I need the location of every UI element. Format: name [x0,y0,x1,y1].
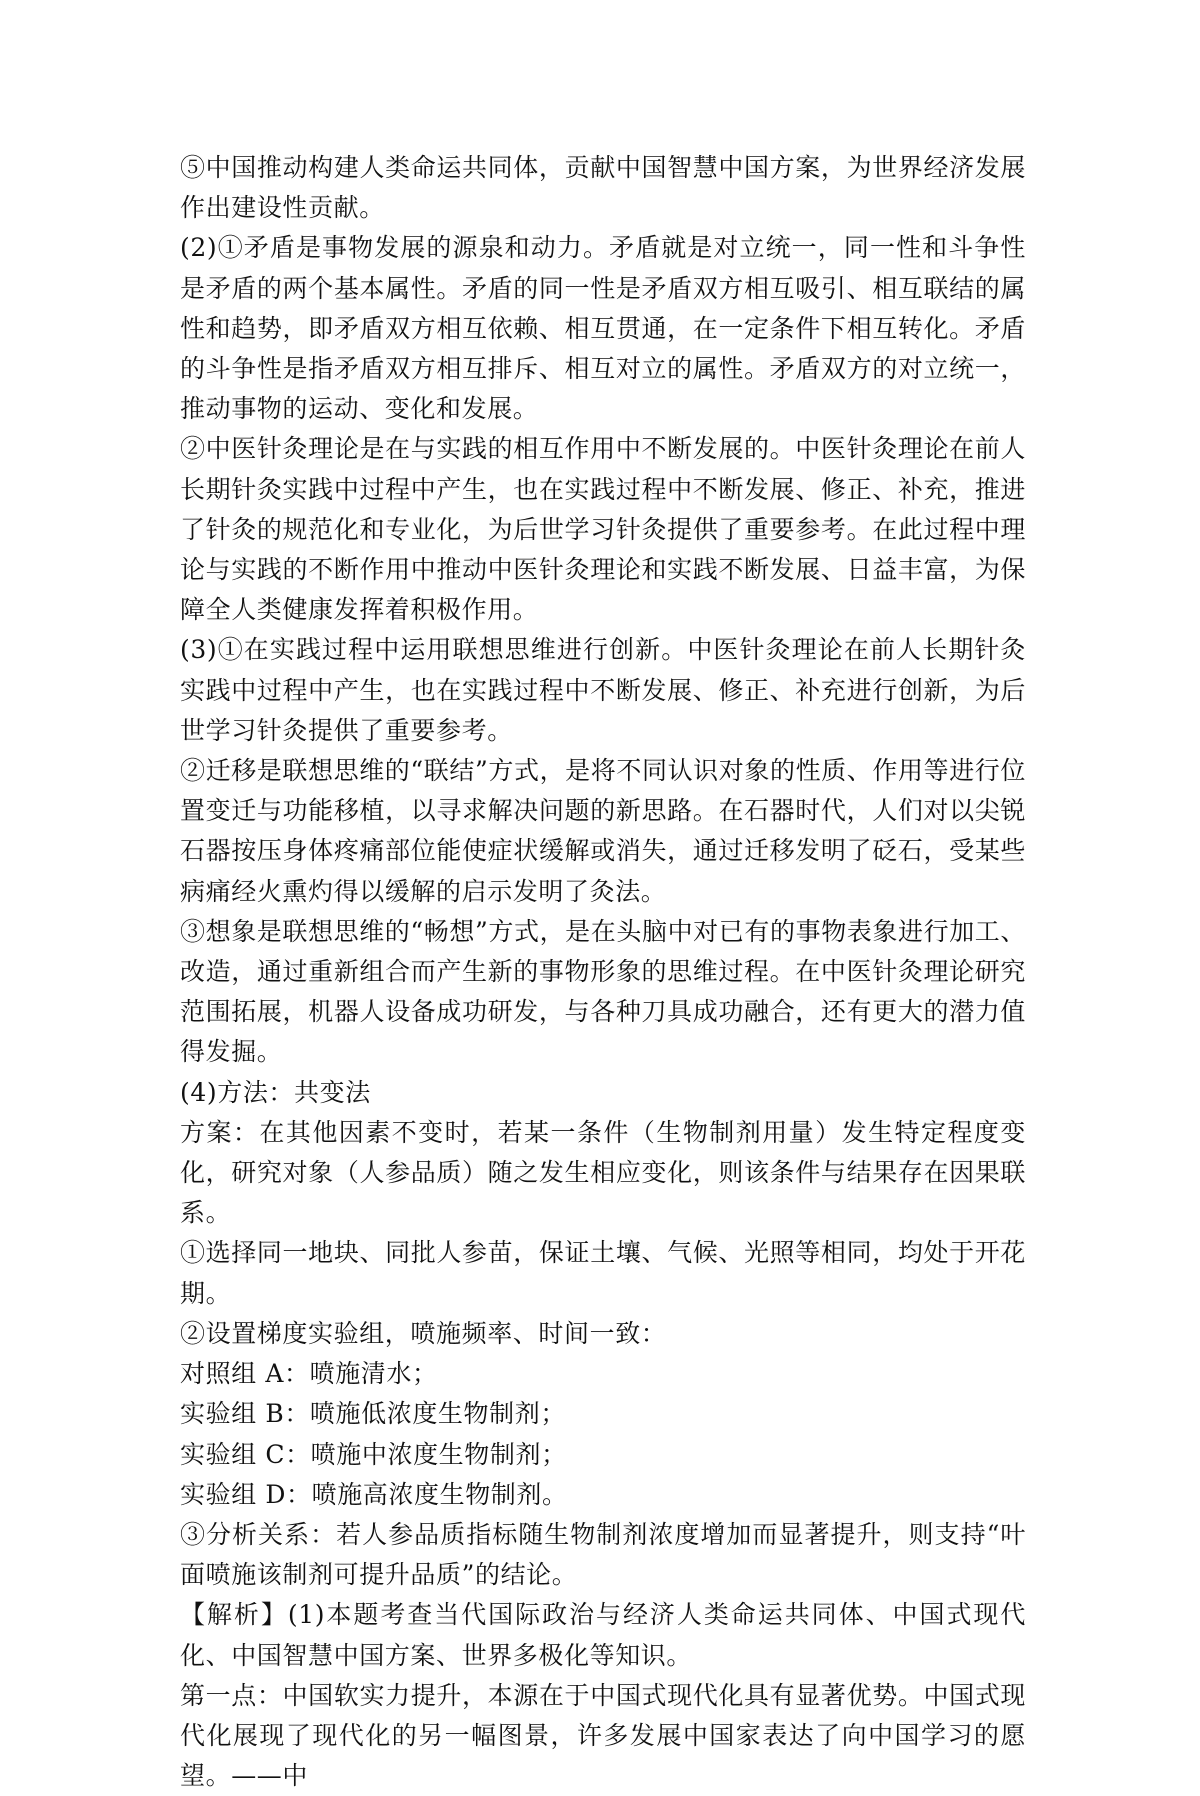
paragraph-answer-3-point-2: ②迁移是联想思维的“联结”方式，是将不同认识对象的性质、作用等进行位置变迁与功能移植，以寻求解决问题的新思路。在石器时代，人们对以尖锐石器按压身体疼痛部位能使症状缓解或消失，通过迁移发明了砭石，受某些病痛经火熏灼得以缓解的启示发明了灸法。 [180,756,1026,906]
paragraph-answer-4-step-3: ③分析关系：若人参品质指标随生物制剂浓度增加而显著提升，则支持“叶面喷施该制剂可提升品质”的结论。 [180,1519,1026,1590]
paragraph-answer-4-step-1: ①选择同一地块、同批人参苗，保证土壤、气候、光照等相同，均处于开花期。 [180,1238,1026,1308]
paragraph-answer-3-point-3: ③想象是联想思维的“畅想”方式，是在头脑中对已有的事物表象进行加工、改造，通过重新组合而产生新的事物形象的思维过程。在中医针灸理论研究范围拓展，机器人设备成功研发，与各种刀具成功融合，还有更大的潜力值得发掘。 [180,916,1026,1067]
document-body [180,148,1026,1796]
paragraph-experiment-group-b: 实验组 B：喷施低浓度生物制剂； [180,1399,566,1429]
paragraph-analysis-point-1: 第一点：中国软实力提升，本源在于中国式现代化具有显著优势。中国式现代化展现了现代化的另一幅图景，许多发展中国家表达了向中国学习的愿望。——中 [180,1680,1026,1791]
paragraph-answer-3-point-1: (3)①在实践过程中运用联想思维进行创新。中医针灸理论在前人长期针灸实践中过程中产生，也在实践过程中不断发展、修正、补充进行创新，为后世学习针灸提供了重要参考。 [180,635,1026,745]
paragraph-answer-2-point-1: (2)①矛盾是事物发展的源泉和动力。矛盾就是对立统一，同一性和斗争性是矛盾的两个基本属性。矛盾的同一性是矛盾双方相互吸引、相互联结的属性和趋势，即矛盾双方相互依赖、相互贯通，在一定条件下相互转化。矛盾的斗争性是指矛盾双方相互排斥、相互对立的属性。矛盾双方的对立统一，推动事物的运动、变化和发展。 [180,233,1026,424]
paragraph-experiment-group-c: 实验组 C：喷施中浓度生物制剂； [180,1439,567,1469]
paragraph-experiment-group-d: 实验组 D：喷施高浓度生物制剂。 [180,1479,568,1509]
paragraph-answer-1-point-5: ⑤中国推动构建人类命运共同体，贡献中国智慧中国方案，为世界经济发展作出建设性贡献。 [180,153,1026,223]
paragraph-answer-2-point-2: ②中医针灸理论是在与实践的相互作用中不断发展的。中医针灸理论在前人长期针灸实践中过程中产生，也在实践过程中不断发展、修正、补充，推进了针灸的规范化和专业化，为后世学习针灸提供了重要参考。在此过程中理论与实践的不断作用中推动中医针灸理论和实践不断发展、日益丰富，为保障全人类健康发挥着积极作用。 [180,434,1026,625]
paragraph-analysis-heading: 【解析】(1)本题考查当代国际政治与经济人类命运共同体、中国式现代化、中国智慧中国方案、世界多极化等知识。 [180,1600,1026,1670]
paragraph-answer-4-step-2: ②设置梯度实验组，喷施频率、时间一致： [180,1318,667,1348]
paragraph-answer-4-method: (4)方法：共变法 [180,1077,371,1107]
paragraph-answer-4-plan: 方案：在其他因素不变时，若某一条件（生物制剂用量）发生特定程度变化，研究对象（人参品质）随之发生相应变化，则该条件与结果存在因果联系。 [180,1117,1026,1228]
paragraph-control-group-a: 对照组 A：喷施清水； [180,1359,438,1389]
